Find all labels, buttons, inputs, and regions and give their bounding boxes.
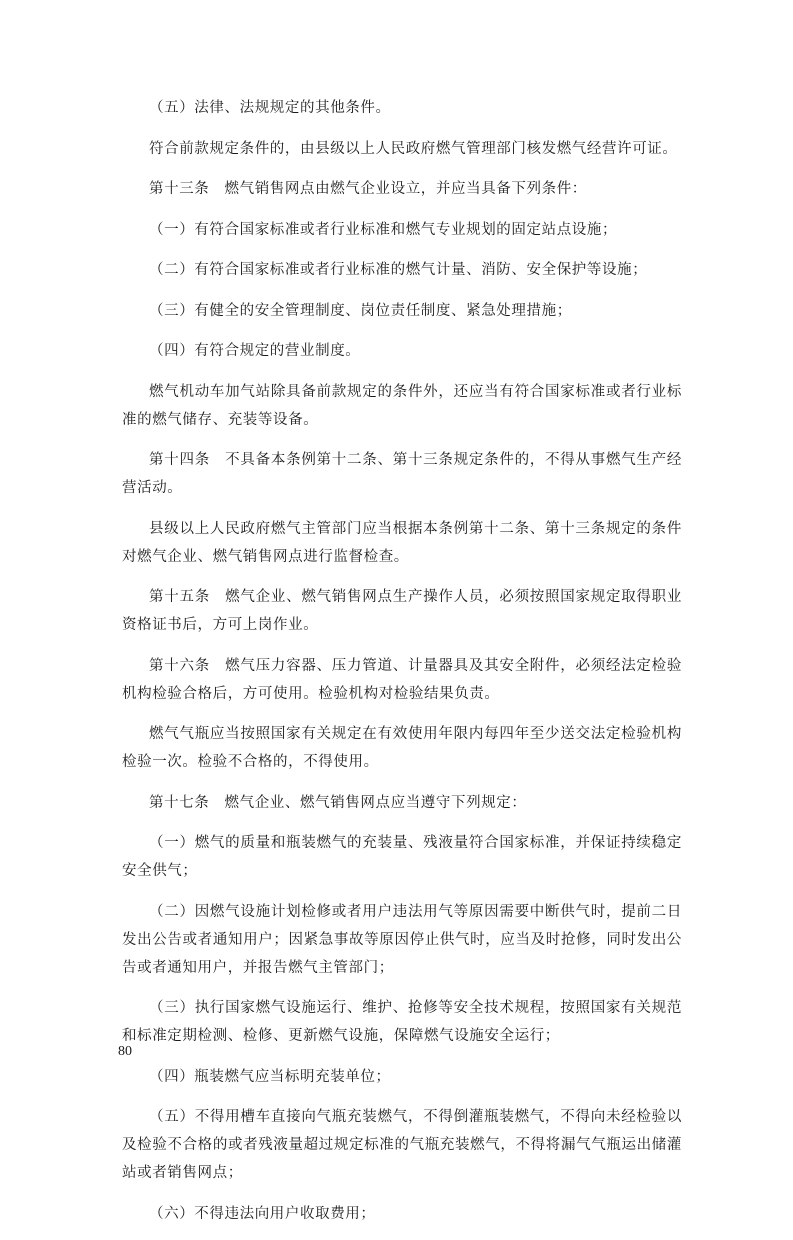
paragraph: （五）法律、法规规定的其他条件。 [149,100,391,116]
paragraph: 符合前款规定条件的，由县级以上人民政府燃气管理部门核发燃气经营许可证。 [149,140,678,157]
document-body [122,94,682,1240]
paragraph: 县级以上人民政府燃气主管部门应当根据本条例第十二条、第十三条规定的条件对燃气企业、燃气销售网点进行监督检查。 [122,520,682,565]
paragraph: （四）瓶装燃气应当标明充装单位； [149,1068,391,1085]
paragraph: （五）不得用槽车直接向气瓶充装燃气，不得倒灌瓶装燃气，不得向未经检验以及检验不合格的或者残液量超过规定标准的气瓶充装燃气，不得将漏气气瓶运出储灌站或者销售网点； [122,1109,682,1181]
article-paragraph: 第十四条 不具备本条例第十二条、第十三条规定条件的，不得从事燃气生产经营活动。 [122,452,682,496]
paragraph: （六）不得违法向用户收取费用； [149,1205,376,1222]
paragraph: （一）有符合国家标准或者行业标准和燃气专业规划的固定站点设施； [149,221,618,238]
paragraph: （四）有符合规定的营业制度。 [149,343,361,359]
paragraph: （二）有符合国家标准或者行业标准的燃气计量、消防、安全保护等设施； [149,262,648,278]
paragraph: （一）燃气的质量和瓶装燃气的充装量、残液量符合国家标准，并保证持续稳定安全供气； [122,835,682,879]
paragraph: （三）执行国家燃气设施运行、维护、抢修等安全技术规程，按照国家有关规范和标准定期检测、检修、更新燃气设施，保障燃气设施安全运行； [122,1000,682,1044]
paragraph: （二）因燃气设施计划检修或者用户违法用气等原因需要中断供气时，提前二日发出公告或者通知用户；因紧急事故等原因停止供气时，应当及时抢修，同时发出公告或者通知用户，并报告燃气主管部门； [122,903,682,976]
article-paragraph: 第十六条 燃气压力容器、压力管道、计量器具及其安全附件，必须经法定检验机构检验合格后，方可使用。检验机构对检验结果负责。 [122,657,682,702]
paragraph: 燃气机动车加气站除具备前款规定的条件外，还应当有符合国家标准或者行业标准的燃气储存、充装等设备。 [122,383,682,428]
paragraph: （三）有健全的安全管理制度、岗位责任制度、紧急处理措施； [149,302,572,319]
article-paragraph: 第十七条 燃气企业、燃气销售网点应当遵守下列规定： [149,794,527,811]
paragraph: 燃气气瓶应当按照国家有关规定在有效使用年限内每四年至少送交法定检验机构检验一次。检验不合格的，不得使用。 [122,726,682,770]
page-number: 80 [118,1044,132,1059]
article-paragraph: 第十五条 燃气企业、燃气销售网点生产操作人员，必须按照国家规定取得职业资格证书后，方可上岗作业。 [122,589,682,633]
article-paragraph: 第十三条 燃气销售网点由燃气企业设立，并应当具备下列条件： [149,181,587,197]
